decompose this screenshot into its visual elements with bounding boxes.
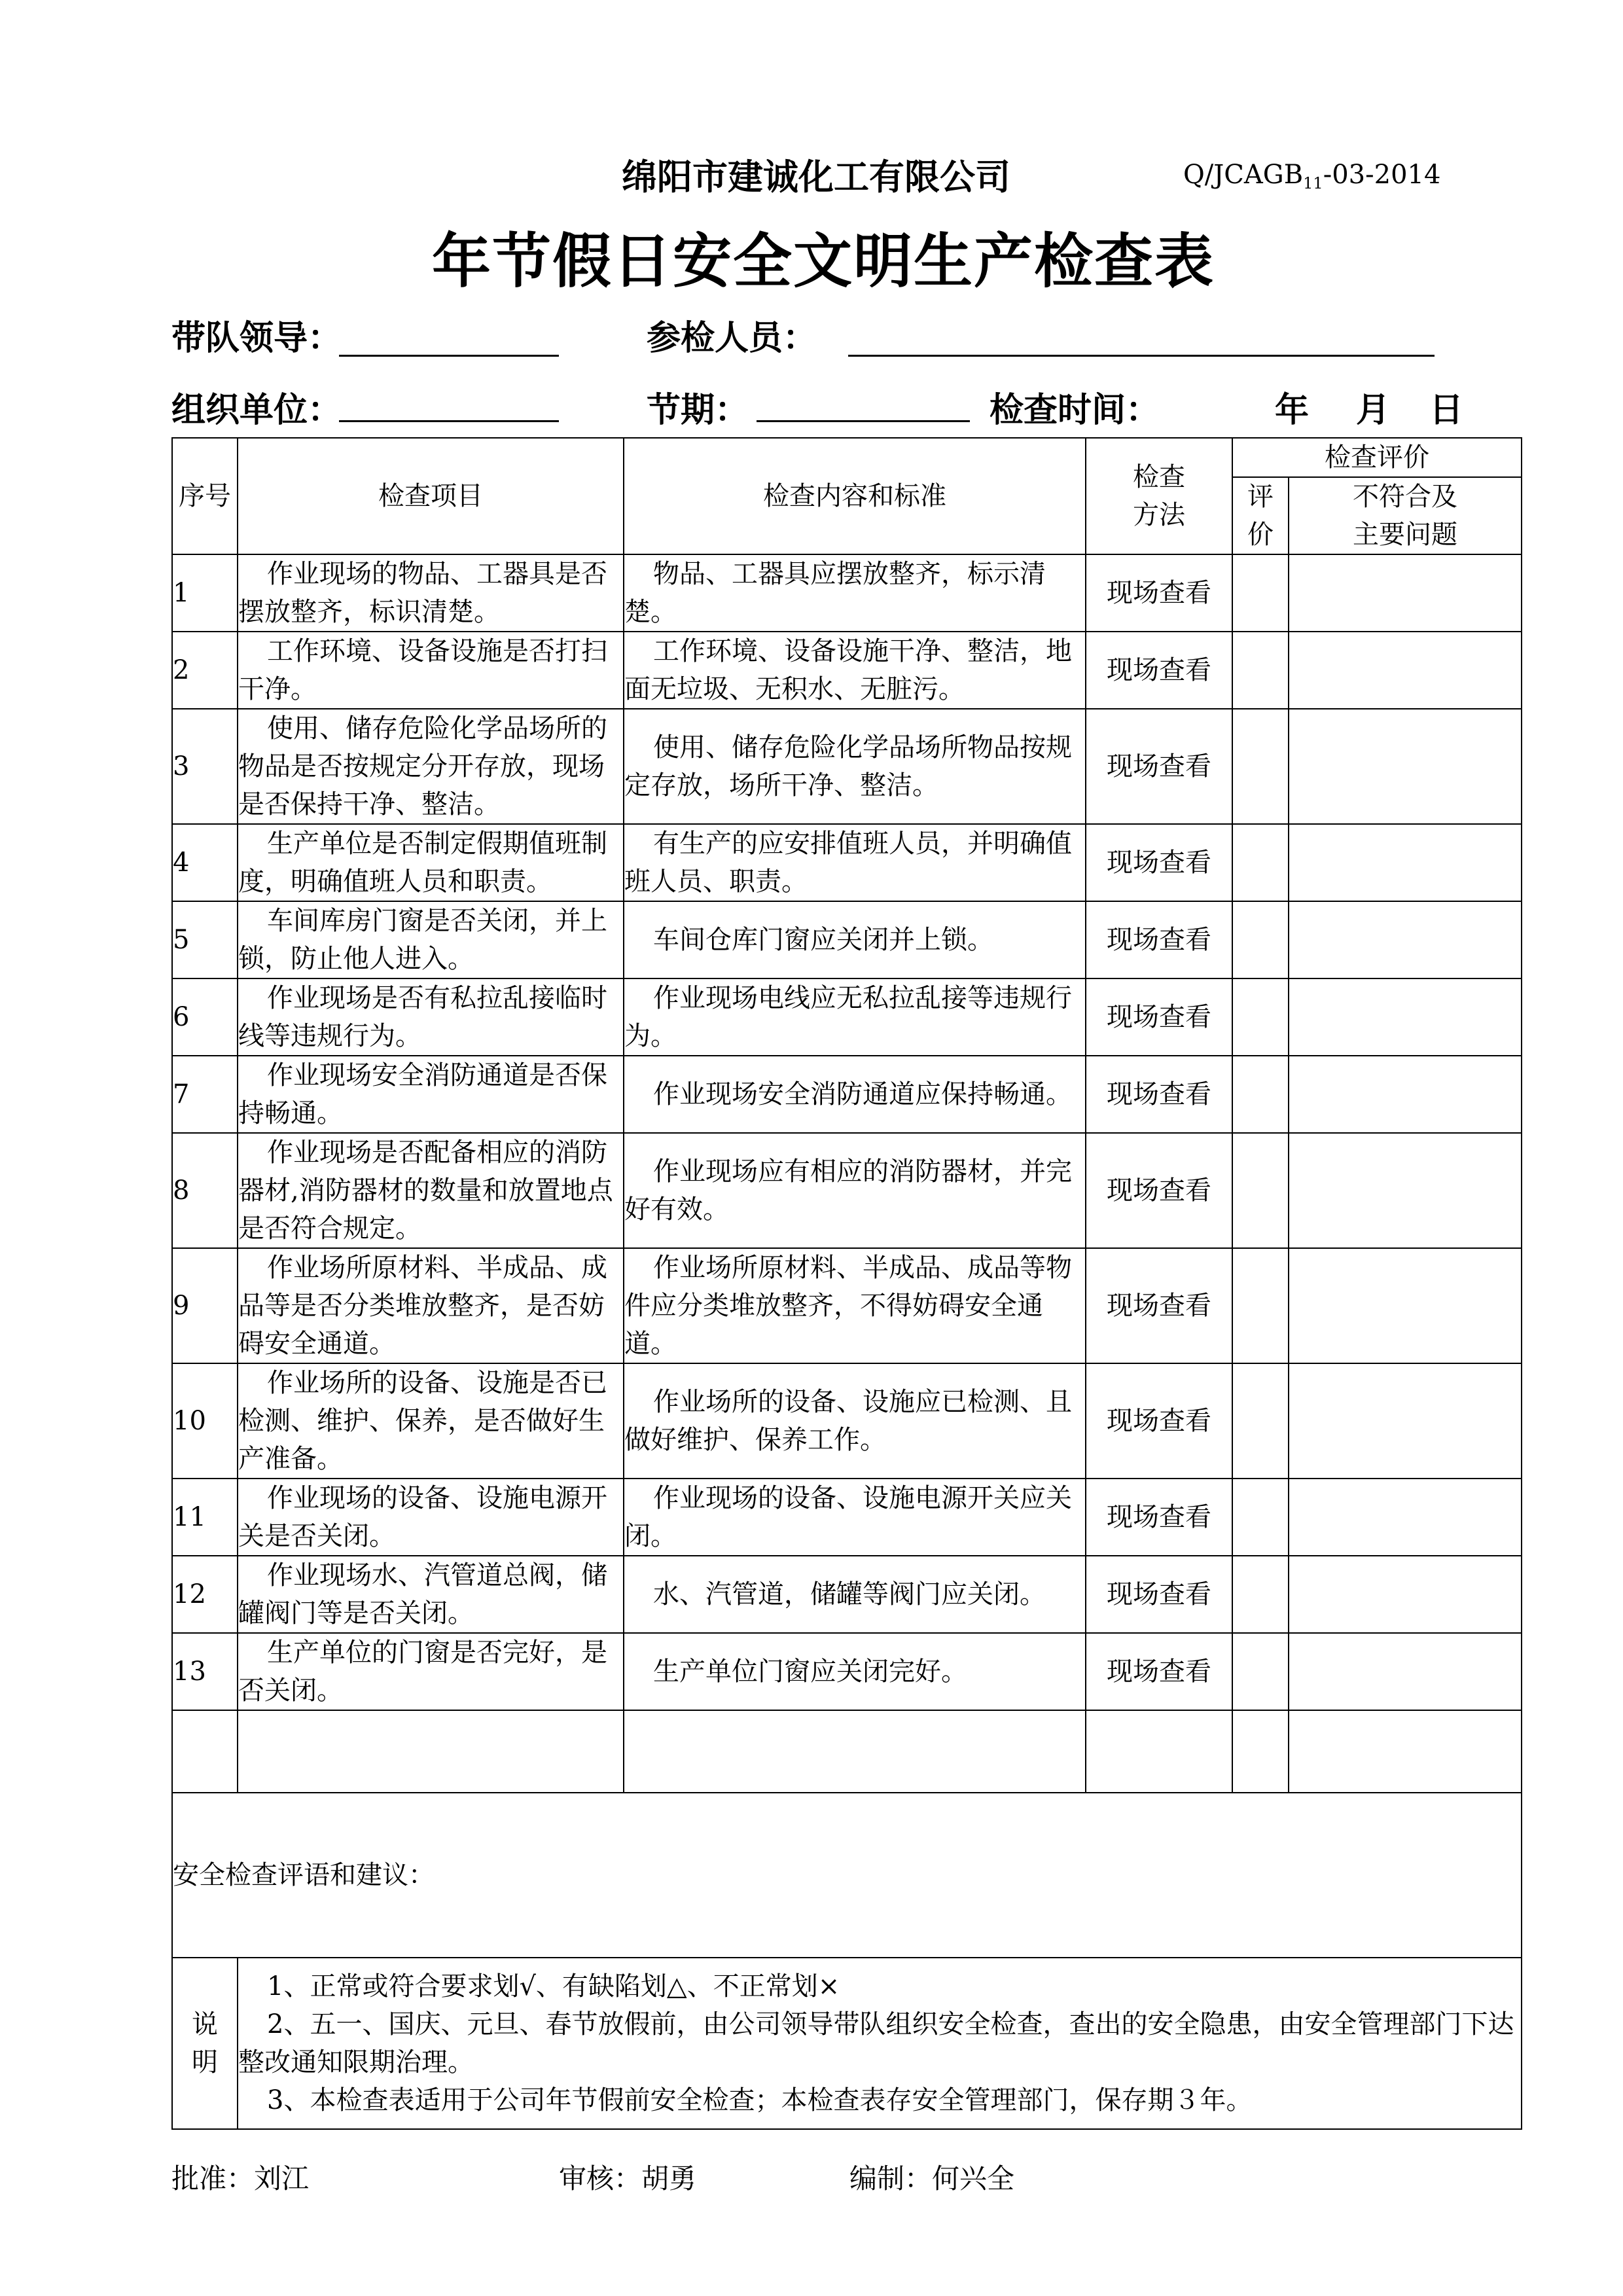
header-rating-line2: 价	[1247, 520, 1274, 550]
row-standard: 车间仓库门窗应关闭并上锁。	[624, 901, 1086, 978]
row-issues-cell[interactable]	[1289, 1479, 1522, 1556]
row-item: 生产单位是否制定假期值班制度，明确值班人员和职责。	[238, 824, 624, 901]
row-issues-cell[interactable]	[1289, 1133, 1522, 1248]
unit-label: 组织单位：	[171, 391, 342, 430]
note-item: 1、正常或符合要求划√、有缺陷划△、不正常划×	[267, 1971, 840, 2001]
row-rating-cell[interactable]	[1232, 1133, 1289, 1248]
table-row	[172, 1248, 1522, 1363]
header-method	[1086, 438, 1232, 554]
row-item: 作业现场安全消防通道是否保持畅通。	[238, 1056, 624, 1133]
period-label: 节期：	[647, 391, 749, 430]
row-rating-cell[interactable]	[1232, 554, 1289, 632]
row-item: 作业场所原材料、半成品、成品等是否分类堆放整齐，是否妨碍安全通道。	[238, 1248, 624, 1363]
table-row	[172, 824, 1522, 901]
table-row	[172, 978, 1522, 1056]
empty-cell[interactable]	[238, 1710, 624, 1793]
header-method-line1: 检查	[1133, 462, 1185, 492]
header-item: 检查项目	[238, 438, 624, 554]
remarks-label: 安全检查评语和建议：	[173, 1860, 435, 1890]
row-rating-cell[interactable]	[1232, 824, 1289, 901]
row-index: 8	[172, 1133, 238, 1248]
row-issues-cell[interactable]	[1289, 824, 1522, 901]
row-rating-cell[interactable]	[1232, 1556, 1289, 1633]
row-index: 2	[172, 632, 238, 709]
row-item: 使用、储存危险化学品场所的物品是否按规定分开存放，现场是否保持干净、整洁。	[238, 709, 624, 824]
row-item: 作业现场是否配备相应的消防器材,消防器材的数量和放置地点是否符合规定。	[238, 1133, 624, 1248]
row-method: 现场查看	[1086, 554, 1232, 632]
time-label: 检查时间：	[990, 391, 1160, 430]
row-item: 生产单位的门窗是否完好，是否关闭。	[238, 1633, 624, 1710]
table-row-empty	[172, 1710, 1522, 1793]
row-issues-cell[interactable]	[1289, 1248, 1522, 1363]
table-row	[172, 1633, 1522, 1710]
notes-label-line2: 明	[192, 2047, 218, 2077]
table-row	[172, 709, 1522, 824]
notes-box	[238, 1958, 1522, 2129]
row-method: 现场查看	[1086, 1363, 1232, 1479]
header-index: 序号	[172, 438, 238, 554]
row-method: 现场查看	[1086, 632, 1232, 709]
leader-field[interactable]	[339, 355, 559, 357]
row-issues-cell[interactable]	[1289, 1363, 1522, 1479]
row-index: 10	[172, 1363, 238, 1479]
header-issues-line2: 主要问题	[1353, 520, 1457, 550]
code-prefix: Q/JCAGB	[1183, 160, 1304, 190]
row-rating-cell[interactable]	[1232, 1363, 1289, 1479]
review-signature: 审核：胡勇	[559, 2162, 697, 2195]
header-evaluation: 检查评价	[1232, 438, 1522, 477]
table-row	[172, 1056, 1522, 1133]
code-sub: 11	[1303, 174, 1323, 192]
document-code	[1183, 160, 1440, 190]
row-standard: 作业现场的设备、设施电源开关应关闭。	[624, 1479, 1086, 1556]
table-row	[172, 1556, 1522, 1633]
note-item: 3、本检查表适用于公司年节假前安全检查；本检查表存安全管理部门，保存期３年。	[267, 2085, 1253, 2115]
unit-field[interactable]	[339, 420, 559, 422]
row-issues-cell[interactable]	[1289, 901, 1522, 978]
row-method: 现场查看	[1086, 901, 1232, 978]
empty-cell[interactable]	[172, 1710, 238, 1793]
row-index: 3	[172, 709, 238, 824]
empty-cell[interactable]	[624, 1710, 1086, 1793]
note-item: 2、五一、国庆、元旦、春节放假前，由公司领导带队组织安全检查，查出的安全隐患，由安全管理部门下达整改通知限期治理。	[238, 2009, 1514, 2077]
header-rating-line1: 评	[1247, 482, 1274, 512]
approve-signature: 批准：刘江	[171, 2162, 310, 2195]
row-issues-cell[interactable]	[1289, 1556, 1522, 1633]
row-standard: 作业现场电线应无私拉乱接等违规行为。	[624, 978, 1086, 1056]
row-method: 现场查看	[1086, 1056, 1232, 1133]
header-method-line2: 方法	[1133, 500, 1185, 530]
row-rating-cell[interactable]	[1232, 1479, 1289, 1556]
row-standard: 有生产的应安排值班人员，并明确值班人员、职责。	[624, 824, 1086, 901]
row-item: 作业现场水、汽管道总阀，储罐阀门等是否关闭。	[238, 1556, 624, 1633]
table-row	[172, 554, 1522, 632]
row-method: 现场查看	[1086, 1556, 1232, 1633]
row-index: 5	[172, 901, 238, 978]
row-index: 13	[172, 1633, 238, 1710]
row-standard: 生产单位门窗应关闭完好。	[624, 1633, 1086, 1710]
row-method: 现场查看	[1086, 1133, 1232, 1248]
row-rating-cell[interactable]	[1232, 1633, 1289, 1710]
row-issues-cell[interactable]	[1289, 709, 1522, 824]
period-field[interactable]	[757, 420, 970, 422]
row-rating-cell[interactable]	[1232, 901, 1289, 978]
table-row	[172, 901, 1522, 978]
page-title: 年节假日安全文明生产检查表	[432, 227, 1215, 296]
row-rating-cell[interactable]	[1232, 978, 1289, 1056]
row-item: 作业现场是否有私拉乱接临时线等违规行为。	[238, 978, 624, 1056]
row-item: 作业场所的设备、设施是否已检测、维护、保养，是否做好生产准备。	[238, 1363, 624, 1479]
header-issues-line1: 不符合及	[1353, 482, 1457, 512]
table-row	[172, 632, 1522, 709]
row-standard: 作业场所原材料、半成品、成品等物件应分类堆放整齐，不得妨碍安全通道。	[624, 1248, 1086, 1363]
row-standard: 作业场所的设备、设施应已检测、且做好维护、保养工作。	[624, 1363, 1086, 1479]
row-item: 作业现场的设备、设施电源开关是否关闭。	[238, 1479, 624, 1556]
row-rating-cell[interactable]	[1232, 709, 1289, 824]
month-label: 月	[1356, 391, 1391, 430]
row-method: 现场查看	[1086, 978, 1232, 1056]
row-index: 4	[172, 824, 238, 901]
leader-label: 带队领导：	[171, 319, 342, 358]
notes-label-line1: 说	[192, 2009, 218, 2039]
notes-label	[172, 1958, 238, 2129]
compile-signature: 编制：何兴全	[849, 2162, 1015, 2195]
company-name: 绵阳市建诚化工有限公司	[622, 156, 1010, 198]
row-index: 1	[172, 554, 238, 632]
row-standard: 作业现场应有相应的消防器材，并完好有效。	[624, 1133, 1086, 1248]
row-method: 现场查看	[1086, 824, 1232, 901]
day-label: 日	[1429, 391, 1464, 430]
row-method: 现场查看	[1086, 709, 1232, 824]
row-issues-cell[interactable]	[1289, 1056, 1522, 1133]
header-issues	[1289, 477, 1522, 554]
row-item: 车间库房门窗是否关闭，并上锁，防止他人进入。	[238, 901, 624, 978]
empty-cell[interactable]	[1232, 1710, 1289, 1793]
empty-cell[interactable]	[1086, 1710, 1232, 1793]
row-issues-cell[interactable]	[1289, 632, 1522, 709]
row-index: 11	[172, 1479, 238, 1556]
row-standard: 工作环境、设备设施干净、整洁，地面无垃圾、无积水、无脏污。	[624, 632, 1086, 709]
inspectors-field[interactable]	[848, 355, 1435, 357]
table-row	[172, 1363, 1522, 1479]
row-issues-cell[interactable]	[1289, 978, 1522, 1056]
row-rating-cell[interactable]	[1232, 632, 1289, 709]
year-label: 年	[1275, 391, 1310, 430]
row-index: 6	[172, 978, 238, 1056]
row-standard: 作业现场安全消防通道应保持畅通。	[624, 1056, 1086, 1133]
row-method: 现场查看	[1086, 1479, 1232, 1556]
row-method: 现场查看	[1086, 1633, 1232, 1710]
row-index: 7	[172, 1056, 238, 1133]
row-standard: 物品、工器具应摆放整齐，标示清楚。	[624, 554, 1086, 632]
empty-cell[interactable]	[1289, 1710, 1522, 1793]
row-item: 工作环境、设备设施是否打扫干净。	[238, 632, 624, 709]
inspection-table	[171, 437, 1522, 2130]
row-standard: 水、汽管道，储罐等阀门应关闭。	[624, 1556, 1086, 1633]
remarks-box[interactable]	[172, 1793, 1522, 1958]
row-rating-cell[interactable]	[1232, 1056, 1289, 1133]
row-issues-cell[interactable]	[1289, 1633, 1522, 1710]
header-standard: 检查内容和标准	[624, 438, 1086, 554]
row-standard: 使用、储存危险化学品场所物品按规定存放，场所干净、整洁。	[624, 709, 1086, 824]
row-item: 作业现场的物品、工器具是否摆放整齐，标识清楚。	[238, 554, 624, 632]
table-row	[172, 1133, 1522, 1248]
row-rating-cell[interactable]	[1232, 1248, 1289, 1363]
row-index: 9	[172, 1248, 238, 1363]
code-suffix: -03-2014	[1323, 160, 1441, 190]
row-index: 12	[172, 1556, 238, 1633]
header-rating	[1232, 477, 1289, 554]
inspectors-label: 参检人员：	[647, 319, 817, 358]
row-issues-cell[interactable]	[1289, 554, 1522, 632]
row-method: 现场查看	[1086, 1248, 1232, 1363]
table-row	[172, 1479, 1522, 1556]
